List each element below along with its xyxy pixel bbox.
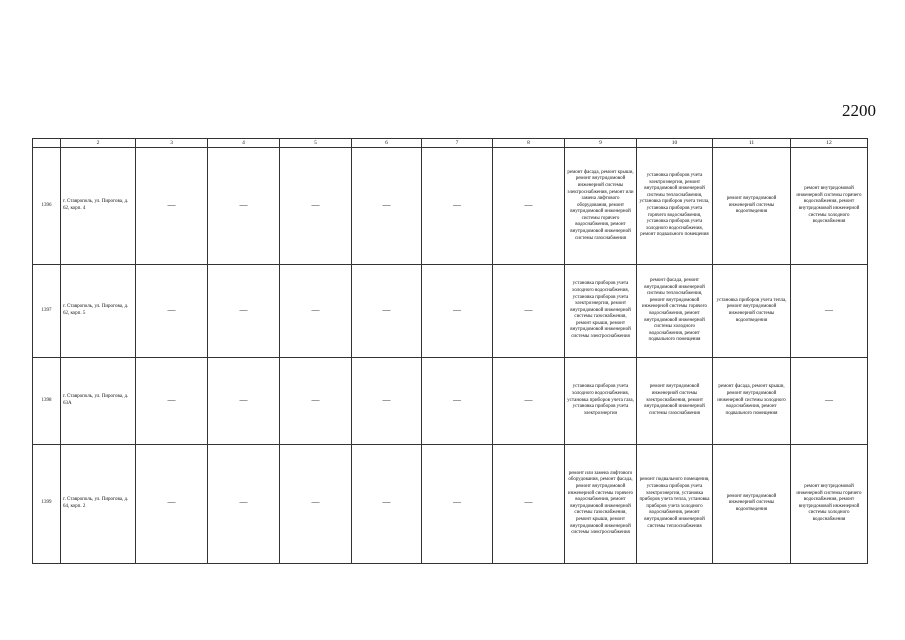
empty-dash-cell: — [493, 444, 565, 563]
row-number: 1399 [33, 444, 61, 563]
work-cell: ремонт внутридомовой инженерной системы электроснабжения, ремонт внутридомовой инженерной системы газоснабжения [637, 358, 713, 445]
column-header: 5 [280, 139, 352, 148]
work-cell: ремонт фасада, ремонт крыши, ремонт внутридомовой инженерной системы электроснабжения, ремонт или замена лифтового оборудования, ремонт внутридомовой инженерной системы горячего водоснабжения, ремонт внутридомовой инженерной системы газоснабжения [565, 148, 637, 265]
work-cell: ремонт внутридомовой инженерной системы горячего водоснабжения, ремонт внутридомовой инженерной системы холодного водоснабжения [791, 148, 868, 265]
empty-dash-cell: — [136, 444, 208, 563]
empty-dash-cell: — [280, 444, 352, 563]
column-header: 6 [352, 139, 422, 148]
empty-dash-cell: — [493, 148, 565, 265]
work-cell: ремонт фасада, ремонт крыши, ремонт внутридомовой инженерной системы холодного водоснабжения, ремонт подвального помещения [713, 358, 791, 445]
work-cell: ремонт подвального помещения, установка приборов учета электроэнергии, установка приборов учета тепла, установка приборов учета холодного водоснабжения, ремонт внутридомовой инженерной системы теплоснабжения [637, 444, 713, 563]
column-header: 7 [422, 139, 493, 148]
column-header [33, 139, 61, 148]
row-number: 1397 [33, 265, 61, 358]
empty-dash-cell: — [280, 358, 352, 445]
column-header: 11 [713, 139, 791, 148]
column-header: 8 [493, 139, 565, 148]
empty-dash-cell: — [352, 265, 422, 358]
table-row [33, 358, 868, 445]
empty-dash-cell: — [422, 444, 493, 563]
empty-dash-cell: — [422, 265, 493, 358]
column-header: 10 [637, 139, 713, 148]
header-row [33, 139, 868, 148]
row-number: 1396 [33, 148, 61, 265]
empty-dash-cell: — [208, 265, 280, 358]
work-cell: ремонт внутридомовой инженерной системы водоотведения [713, 444, 791, 563]
page-number: 2200 [842, 101, 876, 120]
address-cell: г. Ставрополь, ул. Пирогова, д. 64, корп. 2 [61, 444, 136, 563]
table-row [33, 148, 868, 265]
column-header: 2 [61, 139, 136, 148]
empty-dash-cell: — [791, 265, 868, 358]
empty-dash-cell: — [422, 148, 493, 265]
work-cell: установка приборов учета холодного водоснабжения, установка приборов учета электроэнергии, ремонт внутридомовой инженерной системы газоснабжения, ремонт крыши, ремонт внутридомовой инженерной системы электроснабжения [565, 265, 637, 358]
work-cell: установка приборов учета тепла, ремонт внутридомовой инженерной системы водоотведения [713, 265, 791, 358]
table-row [33, 265, 868, 358]
table-row [33, 444, 868, 563]
address-cell: г. Ставрополь, ул. Пирогова, д. 62, корп. 4 [61, 148, 136, 265]
empty-dash-cell: — [352, 444, 422, 563]
empty-dash-cell: — [136, 265, 208, 358]
address-cell: г. Ставрополь, ул. Пирогова, д. 62, корп. 5 [61, 265, 136, 358]
empty-dash-cell: — [136, 358, 208, 445]
empty-dash-cell: — [422, 358, 493, 445]
empty-dash-cell: — [208, 444, 280, 563]
empty-dash-cell: — [352, 148, 422, 265]
work-cell: установка приборов учета холодного водоснабжения, установка приборов учета газа, установка приборов учета электроэнергии [565, 358, 637, 445]
address-cell: г. Ставрополь, ул. Пирогова, д. 63А [61, 358, 136, 445]
work-cell: ремонт внутридомовой инженерной системы горячего водоснабжения, ремонт внутридомовой инженерной системы холодного водоснабжения [791, 444, 868, 563]
empty-dash-cell: — [280, 148, 352, 265]
empty-dash-cell: — [280, 265, 352, 358]
work-cell: ремонт или замена лифтового оборудования, ремонт фасада, ремонт внутридомовой инженерной системы горячего водоснабжения, ремонт внутридомовой инженерной системы газоснабжения, ремонт крыши, ремонт внутридомовой инженерной системы электроснабжения [565, 444, 637, 563]
empty-dash-cell: — [493, 358, 565, 445]
work-cell: ремонт фасада, ремонт внутридомовой инженерной системы теплоснабжения, ремонт внутридомовой инженерной системы горячего водоснабжения, ремонт внутридомовой инженерной системы холодного водоснабжения, ремонт подвального помещения [637, 265, 713, 358]
empty-dash-cell: — [208, 358, 280, 445]
work-cell: ремонт внутридомовой инженерной системы водоотведения [713, 148, 791, 265]
column-header: 9 [565, 139, 637, 148]
row-number: 1398 [33, 358, 61, 445]
column-header: 3 [136, 139, 208, 148]
repair-schedule-table [32, 138, 868, 564]
empty-dash-cell: — [352, 358, 422, 445]
empty-dash-cell: — [208, 148, 280, 265]
work-cell: установка приборов учета электроэнергии, ремонт внутридомовой инженерной системы теплоснабжения, установка приборов учета тепла, установка приборов учета горячего водоснабжения, установка приборов учета холодного водоснабжения, ремонт подвального помещения [637, 148, 713, 265]
column-header: 4 [208, 139, 280, 148]
empty-dash-cell: — [493, 265, 565, 358]
empty-dash-cell: — [136, 148, 208, 265]
column-header: 12 [791, 139, 868, 148]
empty-dash-cell: — [791, 358, 868, 445]
